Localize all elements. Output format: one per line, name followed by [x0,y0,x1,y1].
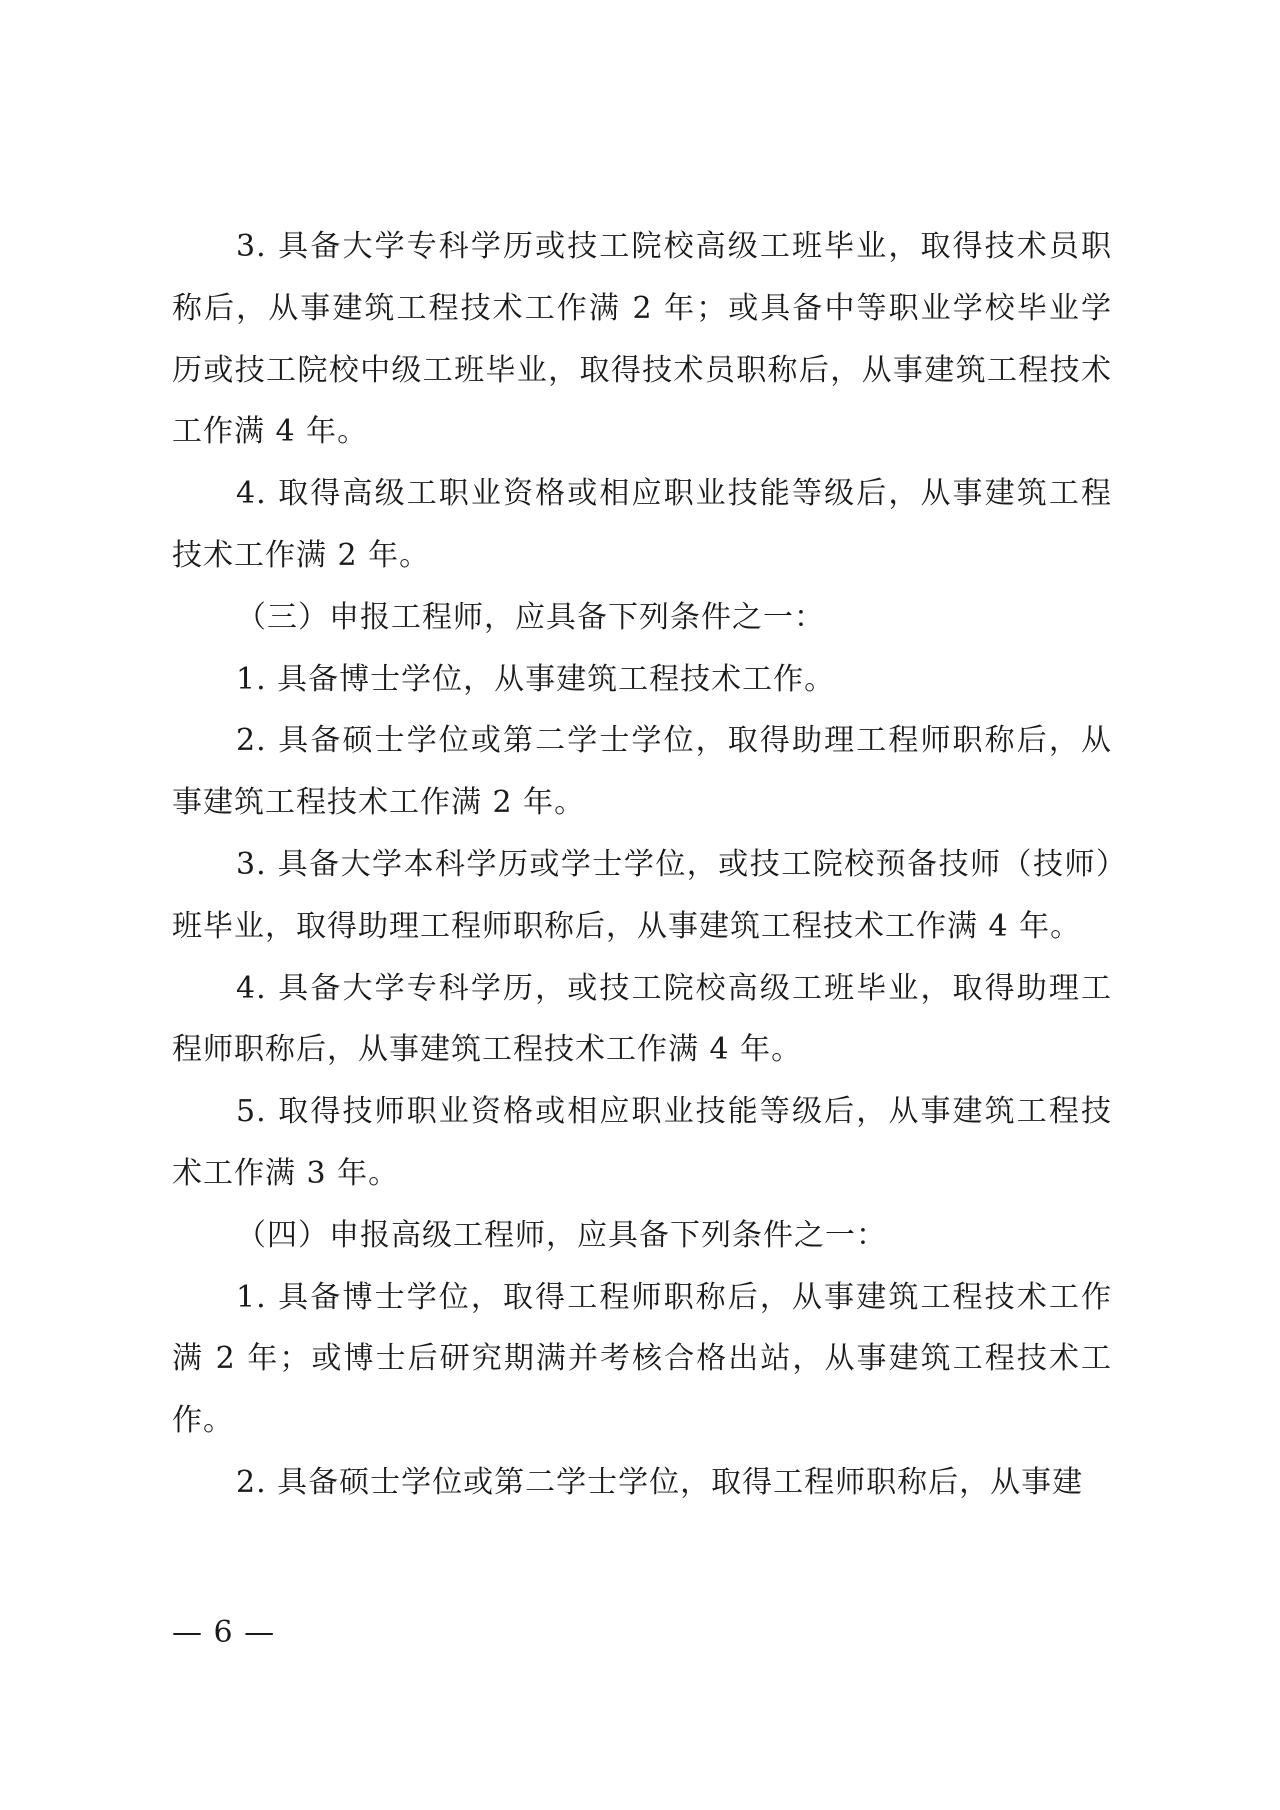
page-number: — 6 — [172,1615,276,1650]
paragraph-item-4-senior-worker: 4. 取得高级工职业资格或相应职业技能等级后，从事建筑工程技术工作满 2 年。 [172,476,1112,573]
section-heading-senior-engineer: （四）申报高级工程师，应具备下列条件之一： [236,1217,887,1253]
paragraph-engineer-item-2: 2. 具备硕士学位或第二学士学位，取得助理工程师职称后，从事建筑工程技术工作满 2 年。 [172,723,1112,821]
paragraph-engineer-item-3: 3. 具备大学本科学历或学士学位，或技工院校预备技师（技师）班毕业，取得助理工程师职称后，从事建筑工程技术工作满 4 年。 [172,846,1112,944]
paragraph-engineer-item-1: 1. 具备博士学位，从事建筑工程技术工作。 [236,661,836,697]
section-heading-engineer: （三）申报工程师，应具备下列条件之一： [236,599,825,635]
document-body [172,216,1112,1514]
paragraph-engineer-item-5: 5. 取得技师职业资格或相应职业技能等级后，从事建筑工程技术工作满 3 年。 [172,1094,1112,1191]
paragraph-engineer-item-4: 4. 具备大学专科学历，或技工院校高级工班毕业，取得助理工程师职称后，从事建筑工程技术工作满 4 年。 [172,970,1112,1068]
paragraph-item-3-junior-college: 3. 具备大学专科学历或技工院校高级工班毕业，取得技术员职称后，从事建筑工程技术工作满 2 年；或具备中等职业学校毕业学历或技工院校中级工班毕业，取得技术员职称后，从事建筑工程技术工作满 4 年。 [172,229,1112,450]
paragraph-senior-engineer-item-2: 2. 具备硕士学位或第二学士学位，取得工程师职称后，从事建 [236,1464,1084,1500]
paragraph-senior-engineer-item-1: 1. 具备博士学位，取得工程师职称后，从事建筑工程技术工作满 2 年；或博士后研究期满并考核合格出站，从事建筑工程技术工作。 [172,1279,1112,1439]
